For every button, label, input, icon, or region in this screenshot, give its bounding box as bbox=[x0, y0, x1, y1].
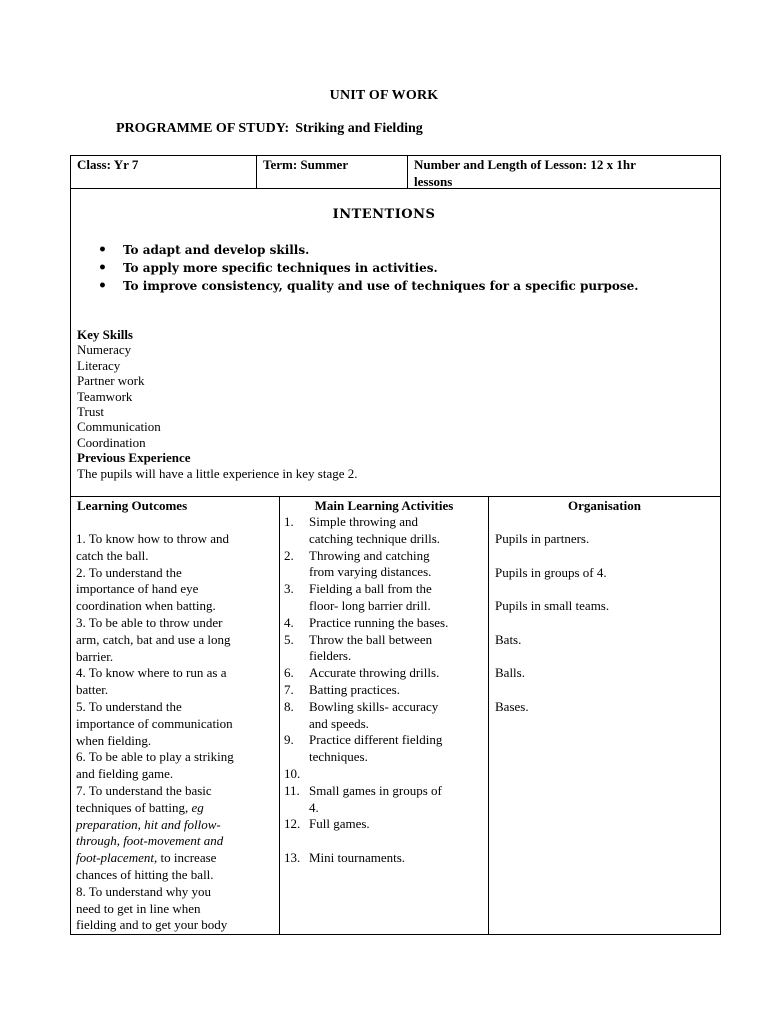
organisation-item: Bats. bbox=[495, 631, 522, 647]
outcome-line: chances of hitting the ball. bbox=[76, 866, 214, 882]
outcome-line bbox=[76, 817, 276, 834]
activity-item bbox=[284, 514, 484, 548]
activity-item bbox=[284, 766, 484, 783]
organisation-item: Balls. bbox=[495, 665, 525, 681]
lessons-cell bbox=[414, 156, 636, 190]
outcome-italic-text: through, foot-movement and bbox=[76, 833, 224, 849]
outcome-line: 4. To know where to run as a bbox=[76, 665, 227, 681]
main-activities-list bbox=[284, 514, 484, 867]
activity-text: Practice different fielding bbox=[309, 732, 443, 748]
organisation-list bbox=[495, 531, 609, 733]
outcome-line: 7. To understand the basic bbox=[76, 782, 212, 798]
outcome-line: catch the ball. bbox=[76, 547, 149, 563]
column-divider-1 bbox=[279, 496, 280, 935]
activity-number: 1. bbox=[284, 514, 294, 529]
activity-number: 10. bbox=[284, 765, 301, 781]
outcome-line: batter. bbox=[76, 682, 109, 698]
outcome-italic-text: foot-placement, bbox=[76, 850, 158, 866]
key-skills-heading: Key Skills bbox=[77, 327, 133, 342]
column-divider-2 bbox=[488, 496, 489, 935]
outcome-line: 3. To be able to throw under bbox=[76, 614, 223, 630]
outcome-line: 6. To be able to play a striking bbox=[76, 749, 234, 765]
activity-number: 2. bbox=[284, 547, 294, 563]
activity-number: 12. bbox=[284, 816, 301, 832]
activity-number: 4. bbox=[284, 614, 294, 630]
intention-item: • To adapt and develop skills. bbox=[98, 241, 638, 259]
activity-item bbox=[284, 581, 484, 615]
activity-item bbox=[284, 682, 484, 699]
activity-text: Full games. bbox=[309, 816, 370, 832]
programme-label: PROGRAMME OF STUDY: bbox=[116, 121, 290, 136]
outcome-line: barrier. bbox=[76, 648, 114, 664]
activity-item bbox=[284, 732, 484, 766]
activity-text: Throw the ball between bbox=[309, 631, 433, 647]
activity-text: Batting practices. bbox=[309, 681, 400, 697]
outcome-line: coordination when batting. bbox=[76, 598, 216, 614]
activity-text: floor- long barrier drill. bbox=[309, 597, 431, 613]
activity-item bbox=[284, 850, 484, 867]
learning-outcomes-heading: Learning Outcomes bbox=[77, 498, 188, 513]
key-skill-item: Teamwork bbox=[77, 388, 133, 404]
activity-text: catching technique drills. bbox=[309, 530, 441, 546]
learning-outcomes-list bbox=[76, 531, 276, 934]
activity-text: techniques. bbox=[309, 749, 368, 765]
activity-number: 8. bbox=[284, 698, 294, 714]
activity-item bbox=[284, 665, 484, 682]
activity-item bbox=[284, 548, 484, 582]
outcome-line: 1. To know how to throw and bbox=[76, 531, 230, 546]
lessons-line-1: Number and Length of Lesson: 12 x 1hr bbox=[414, 157, 636, 172]
key-skill-item: Communication bbox=[77, 419, 161, 435]
outcome-line bbox=[76, 800, 276, 817]
activity-text: fielders. bbox=[309, 648, 352, 664]
class-cell: Class: Yr 7 bbox=[77, 157, 139, 172]
organisation-item: Bases. bbox=[495, 698, 529, 714]
activity-text: Bowling skills- accuracy bbox=[309, 698, 439, 714]
outcome-line: 8. To understand why you bbox=[76, 883, 211, 899]
previous-experience-text: The pupils will have a little experience in key stage 2. bbox=[77, 465, 358, 481]
activity-number: 3. bbox=[284, 581, 294, 597]
outcome-italic-text: eg bbox=[191, 799, 204, 815]
activity-item bbox=[284, 615, 484, 632]
intention-item: • To improve consistency, quality and use of techniques for a specific purpose. bbox=[98, 277, 638, 295]
lessons-line-2: lessons bbox=[414, 174, 453, 189]
outcome-line: importance of hand eye bbox=[76, 581, 199, 597]
programme-value: Striking and Fielding bbox=[295, 121, 423, 136]
activity-item bbox=[284, 783, 484, 817]
activity-number: 9. bbox=[284, 732, 294, 748]
outcome-line: need to get in line when bbox=[76, 900, 201, 916]
activity-number: 7. bbox=[284, 681, 294, 697]
organisation-item: Pupils in partners. bbox=[495, 531, 590, 546]
activity-text: Throwing and catching bbox=[309, 547, 430, 563]
info-divider-1 bbox=[256, 155, 257, 189]
outcome-text: techniques of batting, bbox=[76, 799, 192, 815]
activity-number: 5. bbox=[284, 631, 294, 647]
activity-text: Simple throwing and bbox=[309, 514, 419, 529]
outcome-line: and fielding game. bbox=[76, 766, 174, 782]
activity-number: 6. bbox=[284, 665, 294, 681]
outcome-line bbox=[76, 833, 276, 850]
intentions-list bbox=[98, 241, 638, 295]
activity-text: Fielding a ball from the bbox=[309, 581, 432, 597]
key-skill-item: Partner work bbox=[77, 373, 145, 389]
outcome-line: 2. To understand the bbox=[76, 564, 182, 580]
term-cell: Term: Summer bbox=[263, 157, 349, 172]
organisation-heading: Organisation bbox=[568, 498, 641, 513]
activity-text: Practice running the bases. bbox=[309, 614, 449, 630]
key-skill-item: Numeracy bbox=[77, 342, 132, 358]
key-skills-section bbox=[77, 327, 358, 481]
activity-item bbox=[284, 816, 484, 833]
activity-text: from varying distances. bbox=[309, 564, 432, 580]
organisation-item: Pupils in small teams. bbox=[495, 598, 610, 614]
activity-text: Small games in groups of bbox=[309, 782, 442, 798]
key-skill-item: Trust bbox=[77, 404, 104, 420]
outcome-line: arm, catch, bat and use a long bbox=[76, 631, 231, 647]
activity-text: Mini tournaments. bbox=[309, 849, 406, 865]
document-title: UNIT OF WORK bbox=[329, 88, 439, 103]
key-skill-item: Coordination bbox=[77, 434, 146, 450]
activity-number: 13. bbox=[284, 849, 301, 865]
key-skill-item: Literacy bbox=[77, 357, 121, 373]
activity-text: and speeds. bbox=[309, 715, 369, 731]
activity-item bbox=[284, 632, 484, 666]
intentions-heading: INTENTIONS bbox=[332, 207, 436, 222]
programme-of-study bbox=[116, 121, 423, 137]
outcome-line: when fielding. bbox=[76, 732, 152, 748]
outcome-text: to increase bbox=[157, 850, 217, 866]
outcome-line: importance of communication bbox=[76, 715, 233, 731]
organisation-item: Pupils in groups of 4. bbox=[495, 564, 607, 580]
main-activities-heading: Main Learning Activities bbox=[314, 498, 454, 513]
info-divider-2 bbox=[407, 155, 408, 189]
outcome-italic-text: preparation, hit and follow- bbox=[76, 816, 221, 832]
previous-experience-heading: Previous Experience bbox=[77, 450, 191, 466]
intention-item: • To apply more specific techniques in activities. bbox=[98, 259, 638, 277]
outcome-line: 5. To understand the bbox=[76, 698, 182, 714]
outcome-line bbox=[76, 850, 276, 867]
activity-text: Accurate throwing drills. bbox=[309, 665, 440, 681]
activity-number: 11. bbox=[284, 782, 300, 798]
outcome-line: fielding and to get your body bbox=[76, 917, 228, 933]
activity-text: 4. bbox=[309, 799, 319, 815]
activity-item bbox=[284, 699, 484, 733]
